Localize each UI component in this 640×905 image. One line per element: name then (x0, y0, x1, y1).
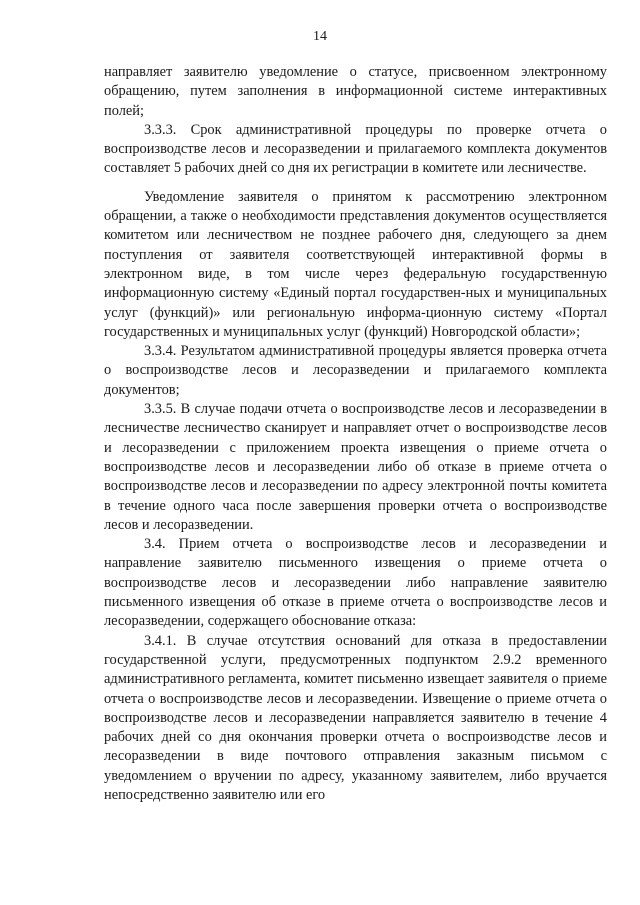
paragraph-3-3-3: 3.3.3. Срок административной процедуры по проверке отчета о воспроизводстве лесов и лесоразведении и прилагаемого комплекта документов составляет 5 рабочих дней со дня их регистрации в комитете или лесничестве. (104, 121, 607, 177)
document-body (104, 63, 607, 805)
paragraph-3-3-4: 3.3.4. Результатом административной процедуры является проверка отчета о воспроизводстве лесов и лесоразведении и прилагаемого комплекта документов; (104, 343, 607, 398)
paragraph-3-4: 3.4. Прием отчета о воспроизводстве лесов и лесоразведении и направление заявителю письменного извещения о приеме отчета о воспроизводстве лесов и лесоразведении либо направление заявителю письменного извещения об отказе в приеме отчета о воспроизводстве лесов и лесоразведении, содержащего обоснование отказа: (104, 536, 607, 630)
paragraph-continuation: направляет заявителю уведомление о статусе, присвоенном электронному обращению, путем заполнения в информационной системе интерактивных полей; (104, 64, 607, 119)
paragraph-notification: Уведомление заявителя о принятом к рассмотрению электронном обращении, а также о необходимости представления документов осуществляется комитетом или лесничеством не позднее рабочего дня, следующего за днем поступления от заявителя соответствующей интерактивной формы в электронном виде, в том числе через федеральную государственную информационную систему «Единый портал государствен-ных и муниципальных услуг (функций)» или региональную информа-ционную систему «Портал государственных и муниципальных услуг (функций) Новгородской области»; (104, 188, 607, 340)
page-number: 14 (313, 29, 327, 44)
paragraph-3-4-1: 3.4.1. В случае отсутствия оснований для отказа в предоставлении государственной услуги, предусмотренных подпунктом 2.9.2 временного административного регламента, комитет письменно извещает заявителя о приеме отчета о воспроизводстве лесов и лесоразведении. Извещение о приеме отчета о воспроизводстве лесов и лесоразведении направляется заявителю в течение 4 рабочих дней со дня окончания проверки отчета о воспроизводстве лесов и лесоразведении в виде почтового отправления заказным письмом с уведомлением о вручении по адресу, указанному заявителем, либо вручается непосредственно заявителю или его (104, 632, 607, 803)
paragraph-3-3-5: 3.3.5. В случае подачи отчета о воспроизводстве лесов и лесоразведении в лесничестве лесничество сканирует и направляет отчет о воспроизводстве лесов и лесоразведении с приложением проекта извещения о приеме отчета о воспроизводстве лесов и лесоразведении либо об отказе в приеме отчета о воспроизводстве лесов и лесоразведении по адресу электронной почты комитета в течение одного часа после завершения проверки отчета о воспроизводстве лесов и лесоразведении. (104, 401, 607, 533)
